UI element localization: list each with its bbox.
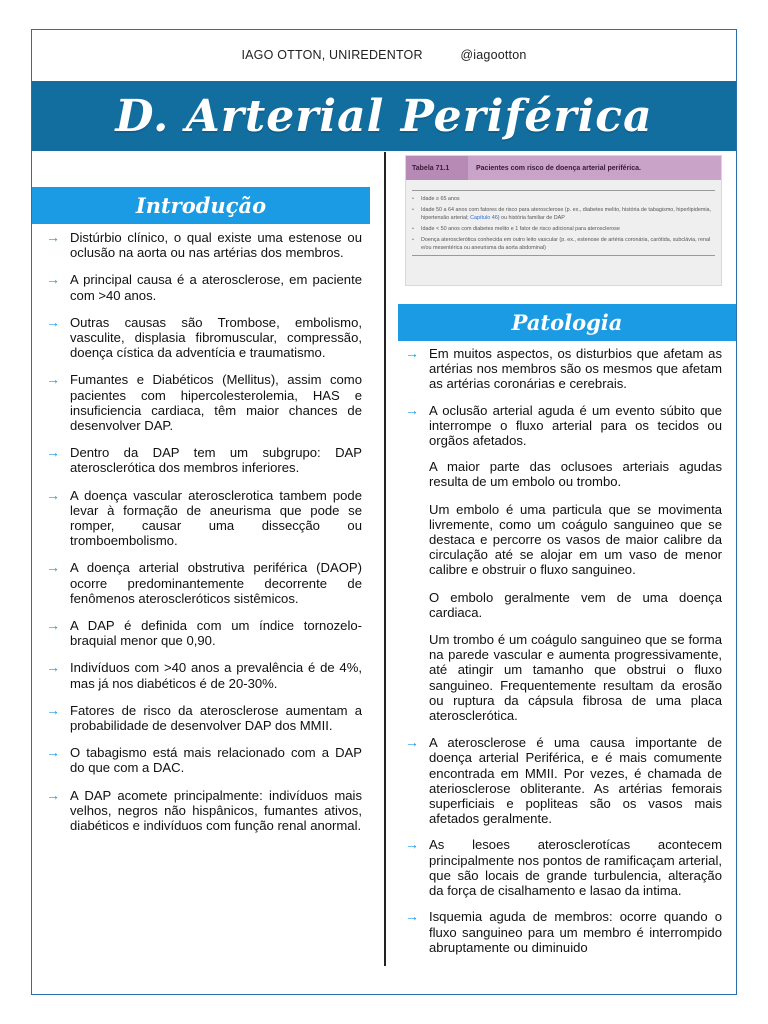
section-heading-introducao: [32, 187, 370, 224]
table-row: • Idade < 50 anos com diabetes melito e 1 fator de risco adicional para aterosclerose: [412, 225, 715, 233]
arrow-icon: →: [405, 836, 419, 853]
list-item: [46, 560, 362, 606]
table-row-tail: ) ou história familiar de DAP: [497, 215, 565, 221]
sub-paragraph: Um embolo é uma particula que se movimenta livremente, como um coágulo sanguineo que se destaca e percorre os vasos de maior calibre da circulação até se alojar em um vaso de menor calibre e obstruir o fluxo sanguineo.: [429, 501, 722, 578]
sub-paragraph: Um trombo é um coágulo sanguineo que se forma na parede vascular e aumenta progressivamente, até atingir um tamanho que obstrui o fluxo sanguineo. Frequentemente resultam da erosão ou ruptura da cápsula fibrosa de uma placa aterosclerótica.: [429, 632, 722, 724]
list-item-text: Isquemia aguda de membros: ocorre quando o fluxo sanguineo para um membro é interrompido abruptamente ou diminuido: [429, 909, 722, 955]
list-item-text: A doença vascular aterosclerotica tambem pode levar à formação de aneurisma que pode se romper, causar uma dissecção ou tromboembolismo.: [70, 487, 362, 549]
list-item-text: O tabagismo está mais relacionado com a DAP do que com a DAC.: [70, 745, 362, 776]
list-item-text: A oclusão arterial aguda é um evento súbito que interrompe o fluxo arterial para os tecidos ou orgãos afetados.: [429, 402, 722, 449]
list-item: [46, 788, 362, 834]
list-item: [46, 315, 362, 361]
list-item: [46, 660, 362, 690]
list-item: [405, 735, 722, 826]
list-item-text: Dentro da DAP tem um subgrupo: DAP aterosclerótica dos membros inferiores.: [70, 445, 362, 476]
list-item-text: Fatores de risco da aterosclerose aumentam a probabilidade de desenvolver DAP dos MMII.: [70, 702, 362, 734]
arrow-icon: →: [405, 908, 419, 925]
list-item: [46, 445, 362, 475]
arrow-icon: →: [46, 659, 60, 676]
table-title: Pacientes com risco de doença arterial periférica.: [476, 164, 641, 172]
sub-paragraph: A maior parte das oclusoes arteriais agudas resulta de um embolo ou trombo.: [429, 459, 722, 490]
social-handle: @iagootton: [460, 48, 527, 62]
list-item-text: Outras causas são Trombose, embolismo, vasculite, displasia fibromuscular, compressão, doença cística da adventícia e traumatismo.: [70, 314, 362, 361]
list-item-text: Distúrbio clínico, o qual existe uma estenose ou oclusão na aorta ou nas artérias dos membros.: [70, 230, 362, 261]
list-item-text: Em muitos aspectos, os disturbios que afetam as artérias nos membros são os mesmos que afetam as artérias coronárias e cerebrais.: [429, 346, 722, 392]
list-item: [46, 745, 362, 775]
author-name: IAGO OTTON, UNIREDENTOR: [241, 48, 423, 62]
table-row: [412, 206, 715, 222]
list-item: [46, 230, 362, 260]
arrow-icon: →: [46, 371, 60, 388]
arrow-icon: →: [46, 786, 60, 803]
table-row-text: Idade 50 a 64 anos com fatores de risco para aterosclerose (p. ex., diabetes melito, história de tabagismo, hiperlipidemia, hipertensão arterial;: [421, 207, 712, 221]
arrow-icon: →: [405, 345, 419, 361]
list-item-text: Indivíduos com >40 anos a prevalência é de 4%, mas já nos diabéticos é de 20-30%.: [70, 660, 362, 691]
table-row: • Idade ≥ 65 anos: [412, 195, 715, 203]
list-item: [405, 909, 722, 955]
table-rule-bottom: [412, 255, 715, 256]
table-rule-top: [412, 190, 715, 191]
arrow-icon: →: [46, 744, 60, 761]
column-divider: [384, 152, 386, 966]
list-item-text: A principal causa é a aterosclerose, em paciente com >40 anos.: [70, 272, 362, 303]
list-item-text: A DAP é definida com um índice tornozelo-braquial menor que 0,90.: [70, 618, 362, 649]
list-item: [405, 403, 722, 449]
intro-list: [46, 230, 362, 845]
list-item: [46, 488, 362, 549]
arrow-icon: →: [405, 401, 419, 418]
section-heading-label: Introdução: [135, 193, 267, 218]
patologia-list: [405, 346, 722, 966]
arrow-icon: →: [46, 486, 60, 503]
sub-paragraph: O embolo geralmente vem de uma doença cardiaca.: [429, 589, 722, 620]
title-banner: [32, 81, 736, 151]
list-item-text: A DAP acomete principalmente: indivíduos mais velhos, negros não hispânicos, fumantes ativos, diabéticos e indivíduos com função renal anormal.: [70, 787, 362, 834]
list-item: [46, 703, 362, 733]
list-item-text: Fumantes e Diabéticos (Mellitus), assim como pacientes com hipercolesterolemia, HAS e insuficiencia cardiaca, têm maior chances de desenvolver DAP.: [70, 372, 362, 434]
table-rows: [406, 195, 721, 252]
arrow-icon: →: [46, 271, 60, 288]
page-title: D. Arterial Periférica: [115, 90, 653, 142]
list-item: [405, 346, 722, 392]
risk-table-figure: [405, 155, 722, 286]
arrow-icon: →: [46, 617, 60, 634]
arrow-icon: →: [46, 229, 60, 245]
list-item: [46, 272, 362, 302]
header-line: [0, 48, 768, 62]
list-item: [405, 837, 722, 898]
section-heading-patologia: [398, 304, 736, 341]
arrow-icon: →: [46, 701, 60, 718]
list-item-text: As lesoes aterosclerotícas acontecem principalmente nos pontos de ramificaçam arterial, que são locais de grande turbulencia, alteração da força de cisalhamento e lasao da intima.: [429, 837, 722, 899]
chapter-link[interactable]: Capítulo 46: [470, 215, 498, 221]
table-row: • Doença aterosclerótica conhecida em outro leito vascular (p. ex., estenose de artéria coronária, carótida, subclávia, renal e/ou mesentérica ou aneurisma da aorta abdominal): [412, 236, 715, 252]
list-item-text: A doença arterial obstrutiva periférica (DAOP) ocorre predominantemente decorrente de fenômenos ateroscleróticos sistêmicos.: [70, 560, 362, 606]
arrow-icon: →: [46, 444, 60, 461]
list-item-text: A aterosclerose é uma causa importante de doença arterial Periférica, e é mais comumente encontrada em MMII. Por vezes, é chamada de ateriosclerose obliterante. As artérias femorais superficiais e popliteas são os vasos mais afetados geralmente.: [429, 735, 722, 827]
arrow-icon: →: [46, 313, 60, 330]
arrow-icon: →: [405, 734, 419, 751]
table-header: [406, 156, 721, 180]
arrow-icon: →: [46, 559, 60, 576]
list-item: [46, 618, 362, 648]
list-item: [46, 372, 362, 433]
table-number: Tabela 71.1: [406, 156, 468, 180]
section-heading-label: Patologia: [511, 310, 623, 335]
